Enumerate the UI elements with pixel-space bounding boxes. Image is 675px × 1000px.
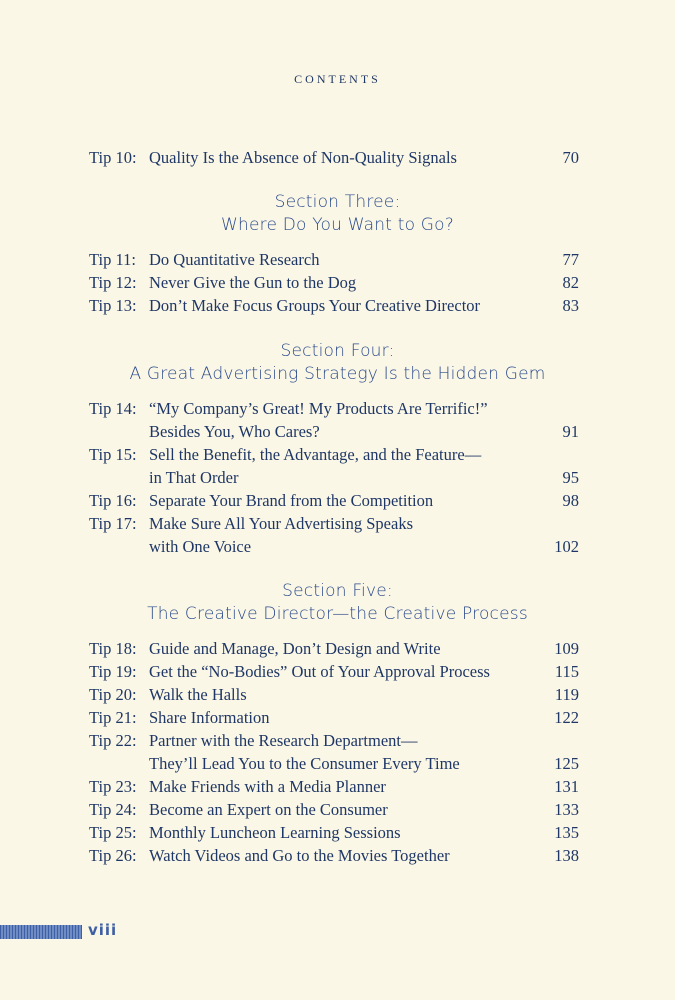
tip-title-line: They’ll Lead You to the Consumer Every Time (149, 754, 460, 773)
tip-title (149, 660, 519, 683)
tip-number: Tip 17: (89, 514, 137, 533)
section-heading-three (0, 191, 675, 237)
tip-title-line: Don’t Make Focus Groups Your Creative Director (149, 296, 481, 315)
page-number: 98 (562, 491, 579, 510)
tip-title-line: Get the “No-Bodies” Out of Your Approval Process (149, 662, 490, 681)
tip-title (149, 844, 519, 867)
tip-number: Tip 16: (89, 491, 137, 510)
section-title: A Great Advertising Strategy Is the Hidden Gem (129, 364, 546, 384)
page-number: 125 (554, 754, 579, 773)
tip-number: Tip 23: (89, 777, 137, 796)
tip-title (149, 821, 519, 844)
page-number: 102 (554, 537, 579, 556)
page-number: 119 (554, 685, 579, 704)
tip-title-line: Do Quantitative Research (149, 250, 320, 269)
folio-bar-decoration (0, 925, 82, 939)
page-number: 115 (554, 662, 579, 681)
tip-title (149, 489, 519, 512)
tip-number: Tip 25: (89, 823, 137, 842)
tip-title-line: Guide and Manage, Don’t Design and Write (149, 639, 441, 658)
tip-title-line: Sell the Benefit, the Advantage, and the Feature— (149, 445, 482, 464)
tip-number: Tip 19: (89, 662, 137, 681)
tip-title (149, 637, 519, 660)
tip-title-line: Quality Is the Absence of Non-Quality Signals (149, 148, 457, 167)
section-number: Section Four: (280, 341, 395, 361)
tip-title (149, 248, 519, 271)
page-number: 138 (554, 846, 579, 865)
tip-title-line: Separate Your Brand from the Competition (149, 491, 434, 510)
tip-title (149, 443, 519, 489)
section-title: The Creative Director—the Creative Process (147, 604, 528, 624)
tip-number: Tip 11: (89, 250, 136, 269)
tip-title (149, 775, 519, 798)
tip-title-line: Watch Videos and Go to the Movies Together (149, 846, 450, 865)
page-number: 95 (562, 468, 579, 487)
page-number: 91 (562, 422, 579, 441)
tip-number: Tip 14: (89, 399, 137, 418)
tip-title-line: with One Voice (149, 537, 252, 556)
tip-title (149, 683, 519, 706)
tip-title-line: Partner with the Research Department— (149, 731, 418, 750)
tip-title (149, 798, 519, 821)
page-number: 131 (554, 777, 579, 796)
page-number: 77 (562, 250, 579, 269)
tip-number: Tip 20: (89, 685, 137, 704)
tip-title (149, 397, 519, 443)
section-heading-five (0, 580, 675, 626)
tip-title-line: Make Sure All Your Advertising Speaks (149, 514, 413, 533)
tip-title-line: Share Information (149, 708, 270, 727)
tip-number: Tip 10: (89, 148, 137, 167)
tip-title (149, 271, 519, 294)
tip-title-line: Become an Expert on the Consumer (149, 800, 388, 819)
page-number: 83 (562, 296, 579, 315)
section-title: Where Do You Want to Go? (221, 215, 454, 235)
page-number: 109 (554, 639, 579, 658)
section-number: Section Five: (282, 581, 393, 601)
page-number: 135 (554, 823, 579, 842)
running-head: CONTENTS (294, 72, 381, 86)
tip-number: Tip 15: (89, 445, 137, 464)
tip-title-line: Monthly Luncheon Learning Sessions (149, 823, 401, 842)
tip-title-line: Make Friends with a Media Planner (149, 777, 386, 796)
tip-number: Tip 18: (89, 639, 137, 658)
page-number: 133 (554, 800, 579, 819)
tip-title (149, 729, 519, 775)
tip-title-line: Besides You, Who Cares? (149, 422, 320, 441)
tip-title (149, 706, 519, 729)
page-number: 70 (562, 148, 579, 167)
section-number: Section Three: (274, 192, 401, 212)
tip-number: Tip 22: (89, 731, 137, 750)
tip-title-line: Walk the Halls (149, 685, 247, 704)
page-folio: viii (88, 921, 118, 939)
tip-number: Tip 24: (89, 800, 137, 819)
tip-number: Tip 26: (89, 846, 137, 865)
tip-title (149, 294, 519, 317)
tip-title-line: in That Order (149, 468, 239, 487)
section-heading-four (0, 340, 675, 386)
tip-title-line: “My Company’s Great! My Products Are Terrific!” (149, 399, 488, 418)
tip-number: Tip 21: (89, 708, 137, 727)
tip-title (149, 146, 519, 169)
tip-number: Tip 12: (89, 273, 137, 292)
tip-title-line: Never Give the Gun to the Dog (149, 273, 357, 292)
page-number: 82 (562, 273, 579, 292)
tip-number: Tip 13: (89, 296, 137, 315)
tip-title (149, 512, 519, 558)
page-number: 122 (554, 708, 579, 727)
